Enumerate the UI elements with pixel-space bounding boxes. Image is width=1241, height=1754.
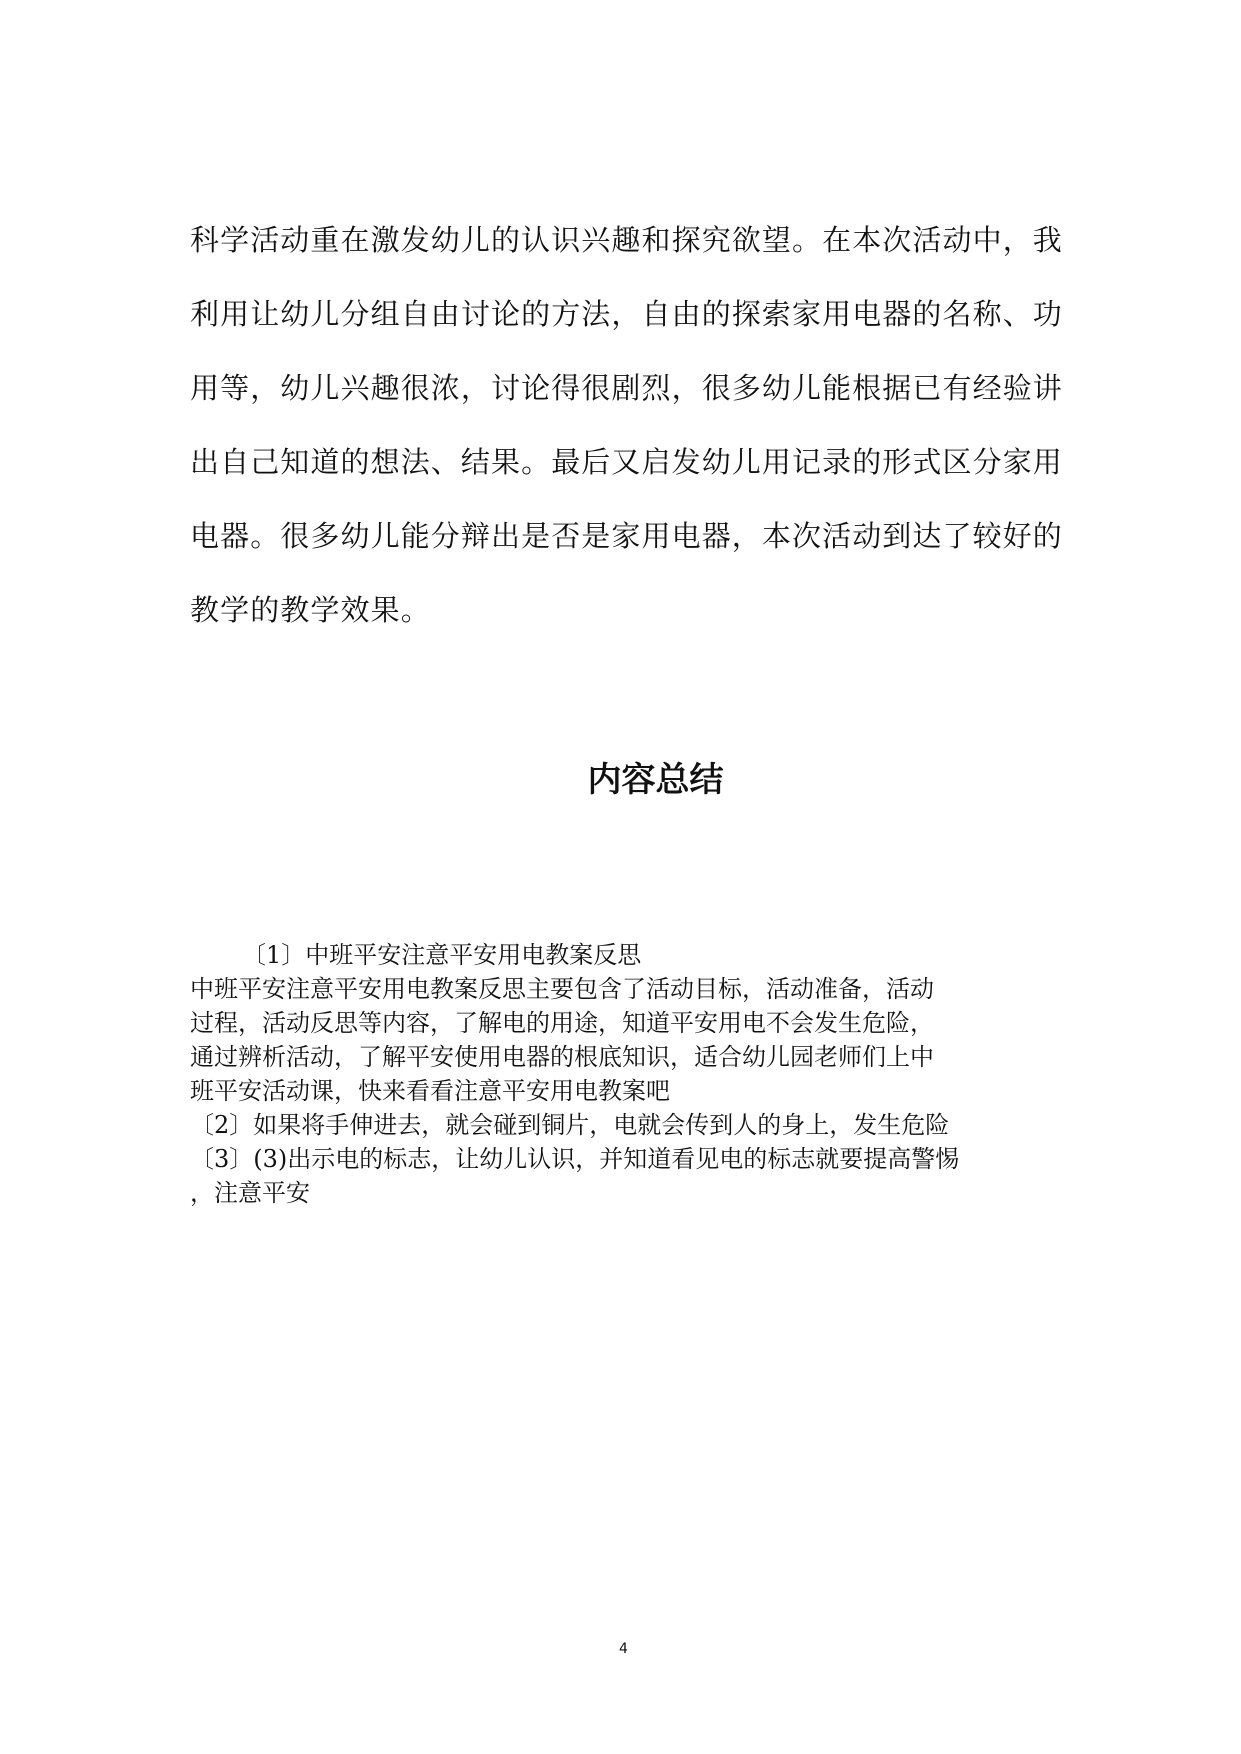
paragraph-line: 教学的教学效果。 xyxy=(190,593,431,627)
summary-item-1-title: 〔1〕中班平安注意平安用电教案反思 xyxy=(242,941,642,969)
paragraph-line: 出自己知道的想法、结果。最后又启发幼儿用记录的形式区分家用 xyxy=(190,445,1063,479)
summary-item-2: 〔2〕如果将手伸进去，就会碰到铜片，电就会传到人的身上，发生危险 xyxy=(190,1111,950,1139)
summary-line: 过程，活动反思等内容，了解电的用途，知道平安用电不会发生危险， xyxy=(190,1009,934,1037)
paragraph-line: 科学活动重在激发幼儿的认识兴趣和探究欲望。在本次活动中，我 xyxy=(190,223,1063,257)
paragraph-line: 电器。很多幼儿能分辩出是否是家用电器，本次活动到达了较好的 xyxy=(190,519,1063,553)
summary-line: 通过辨析活动，了解平安使用电器的根底知识，适合幼儿园老师们上中 xyxy=(190,1043,934,1071)
page-number: 4 xyxy=(619,1641,628,1657)
summary-heading: 内容总结 xyxy=(587,760,724,800)
summary-line: 中班平安注意平安用电教案反思主要包含了活动目标，活动准备，活动 xyxy=(190,975,934,1003)
paragraph-line: 用等，幼儿兴趣很浓，讨论得很剧烈，很多幼儿能根据已有经验讲 xyxy=(190,371,1063,405)
summary-line: 班平安活动课，快来看看注意平安用电教案吧 xyxy=(190,1077,670,1105)
summary-item-3: 〔3〕(3)出示电的标志，让幼儿认识，并知道看见电的标志就要提高警惕 xyxy=(190,1145,960,1173)
paragraph-line: 利用让幼儿分组自由讨论的方法，自由的探索家用电器的名称、功 xyxy=(190,297,1063,331)
summary-line: ，注意平安 xyxy=(190,1179,310,1207)
